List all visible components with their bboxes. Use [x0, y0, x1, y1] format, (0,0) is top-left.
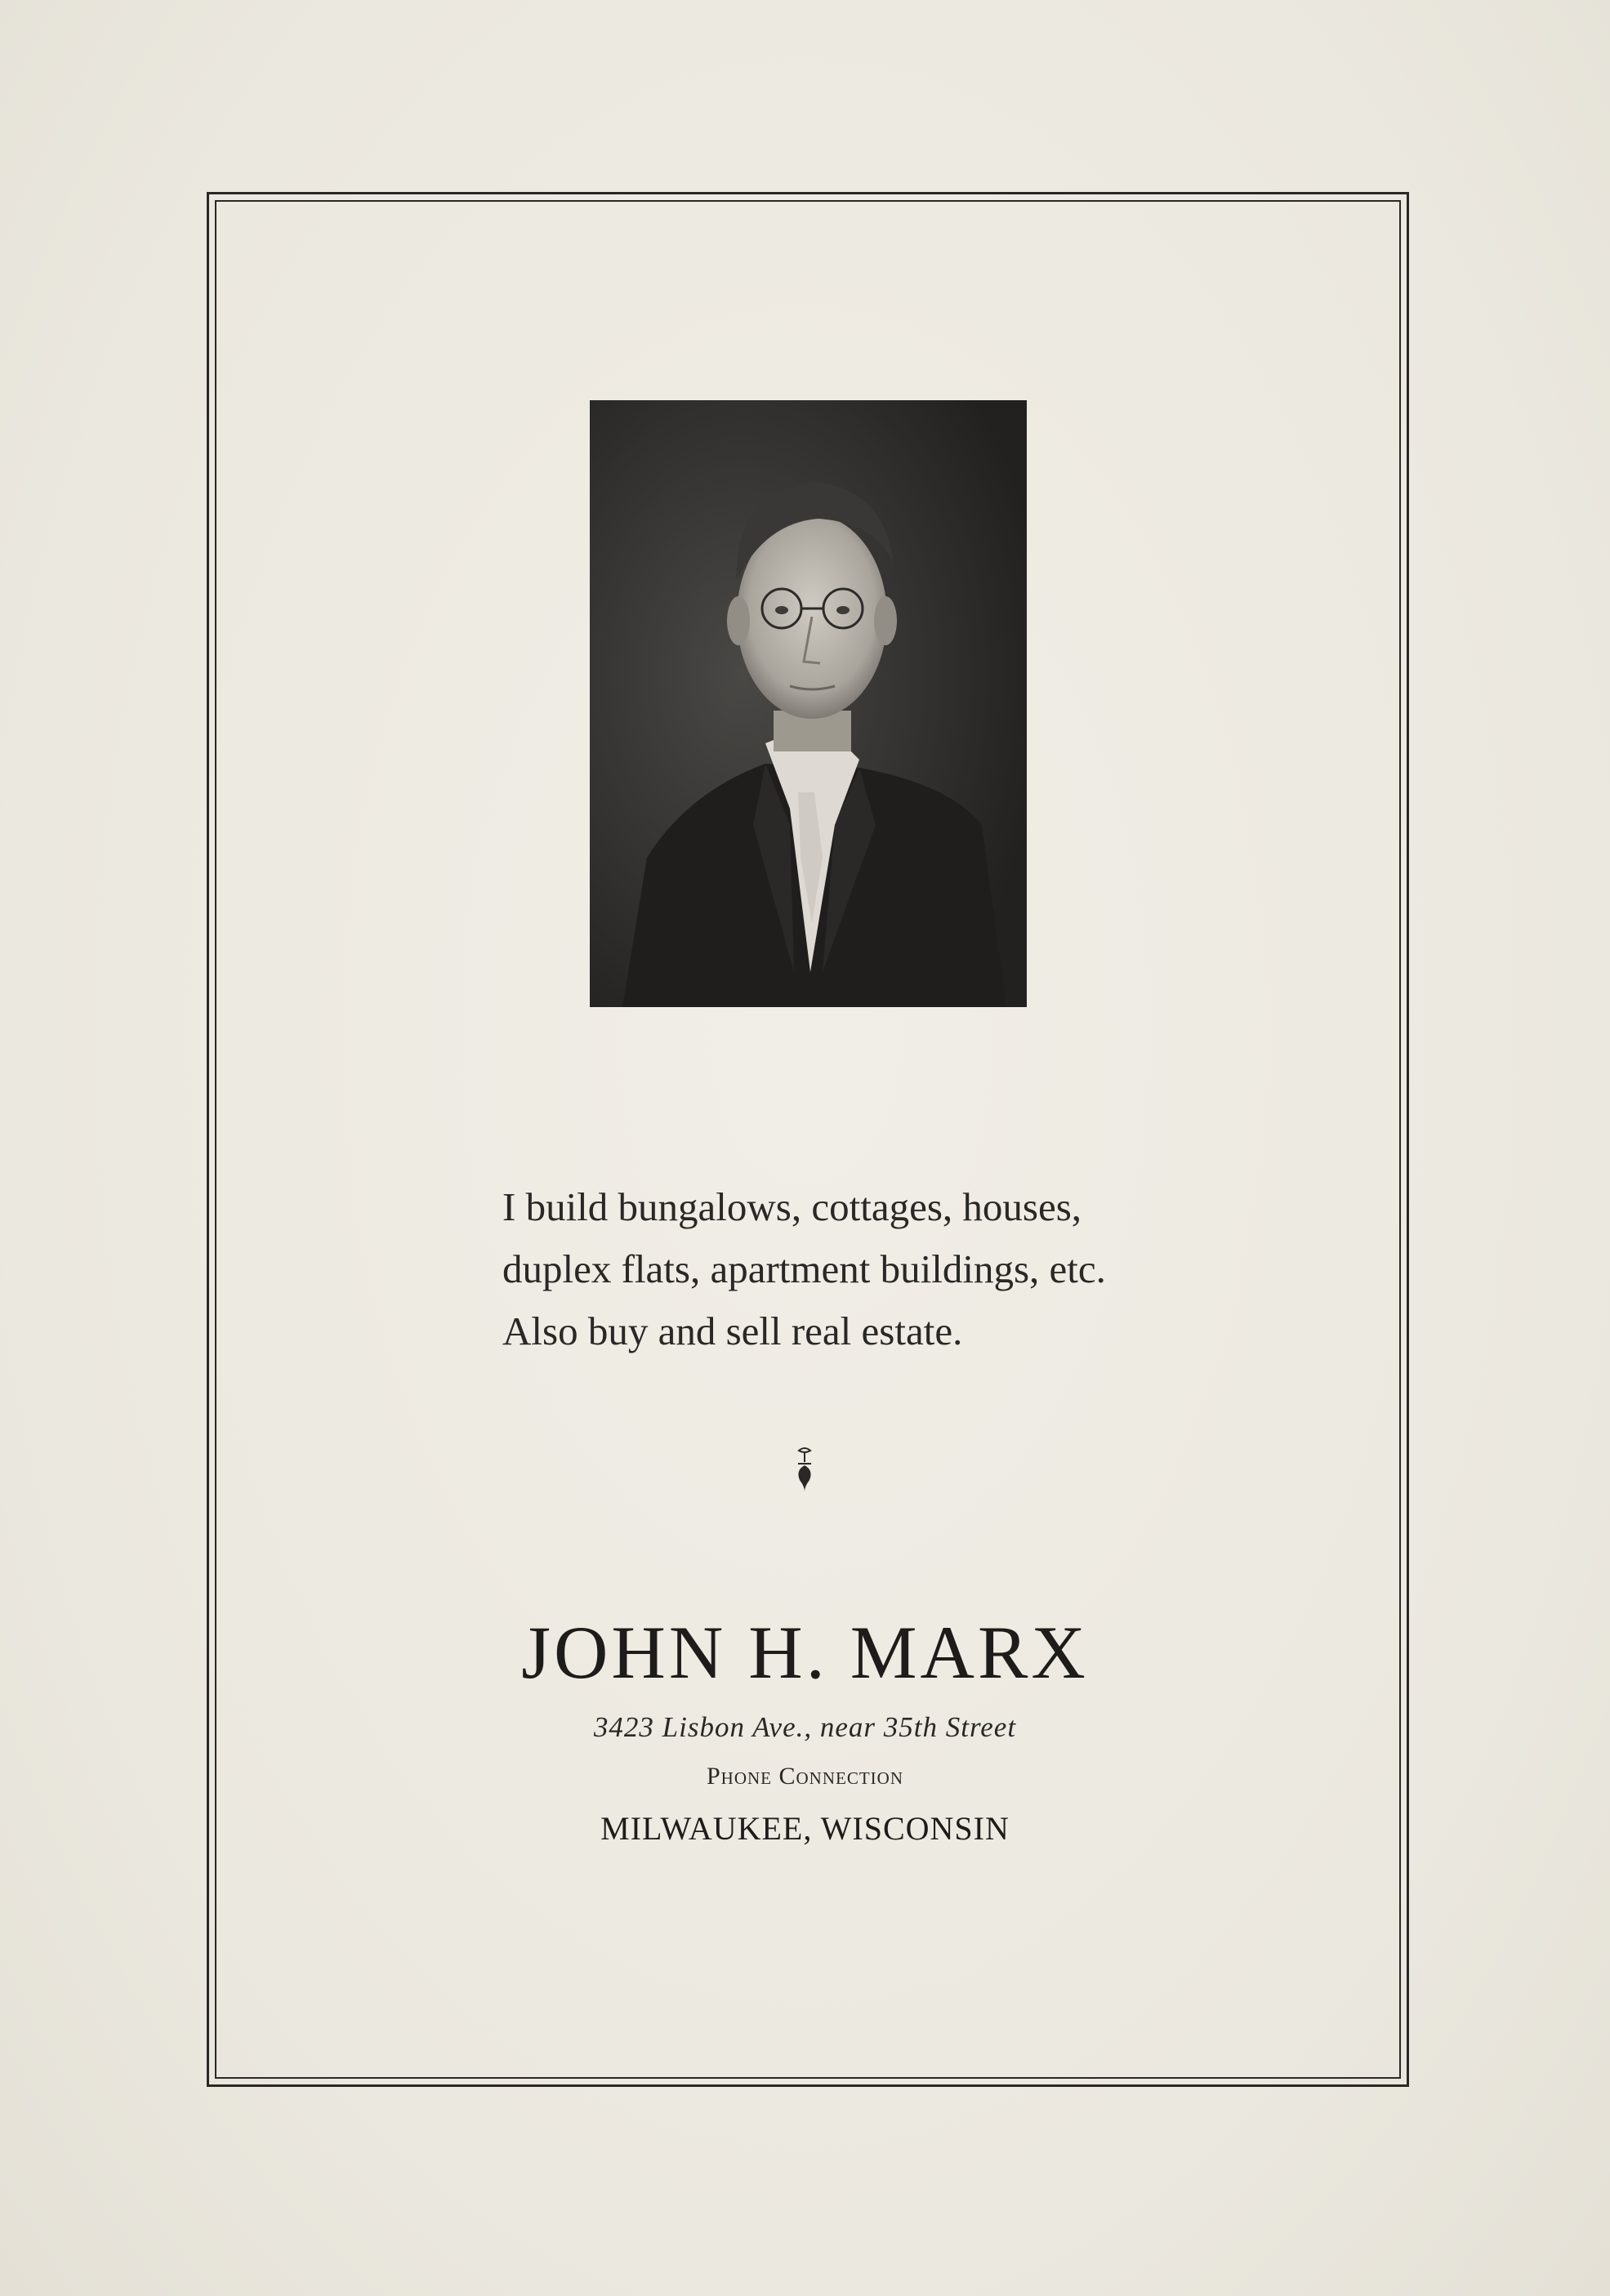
- fleuron-icon: [792, 1446, 817, 1495]
- body-text: [502, 1176, 1156, 1362]
- advertiser-name: JOHN H. MARX: [521, 1611, 1089, 1694]
- body-line: Also buy and sell real estate.: [502, 1308, 963, 1353]
- body-line: duplex flats, apartment buildings, etc.: [502, 1246, 1106, 1291]
- phone-line: Phone Connection: [706, 1763, 903, 1790]
- portrait-photo: [590, 400, 1027, 1007]
- body-line: I build bungalows, cottages, houses,: [502, 1184, 1082, 1229]
- address-line: 3423 Lisbon Ave., near 35th Street: [593, 1711, 1017, 1743]
- city-line: MILWAUKEE, WISCONSIN: [600, 1810, 1010, 1847]
